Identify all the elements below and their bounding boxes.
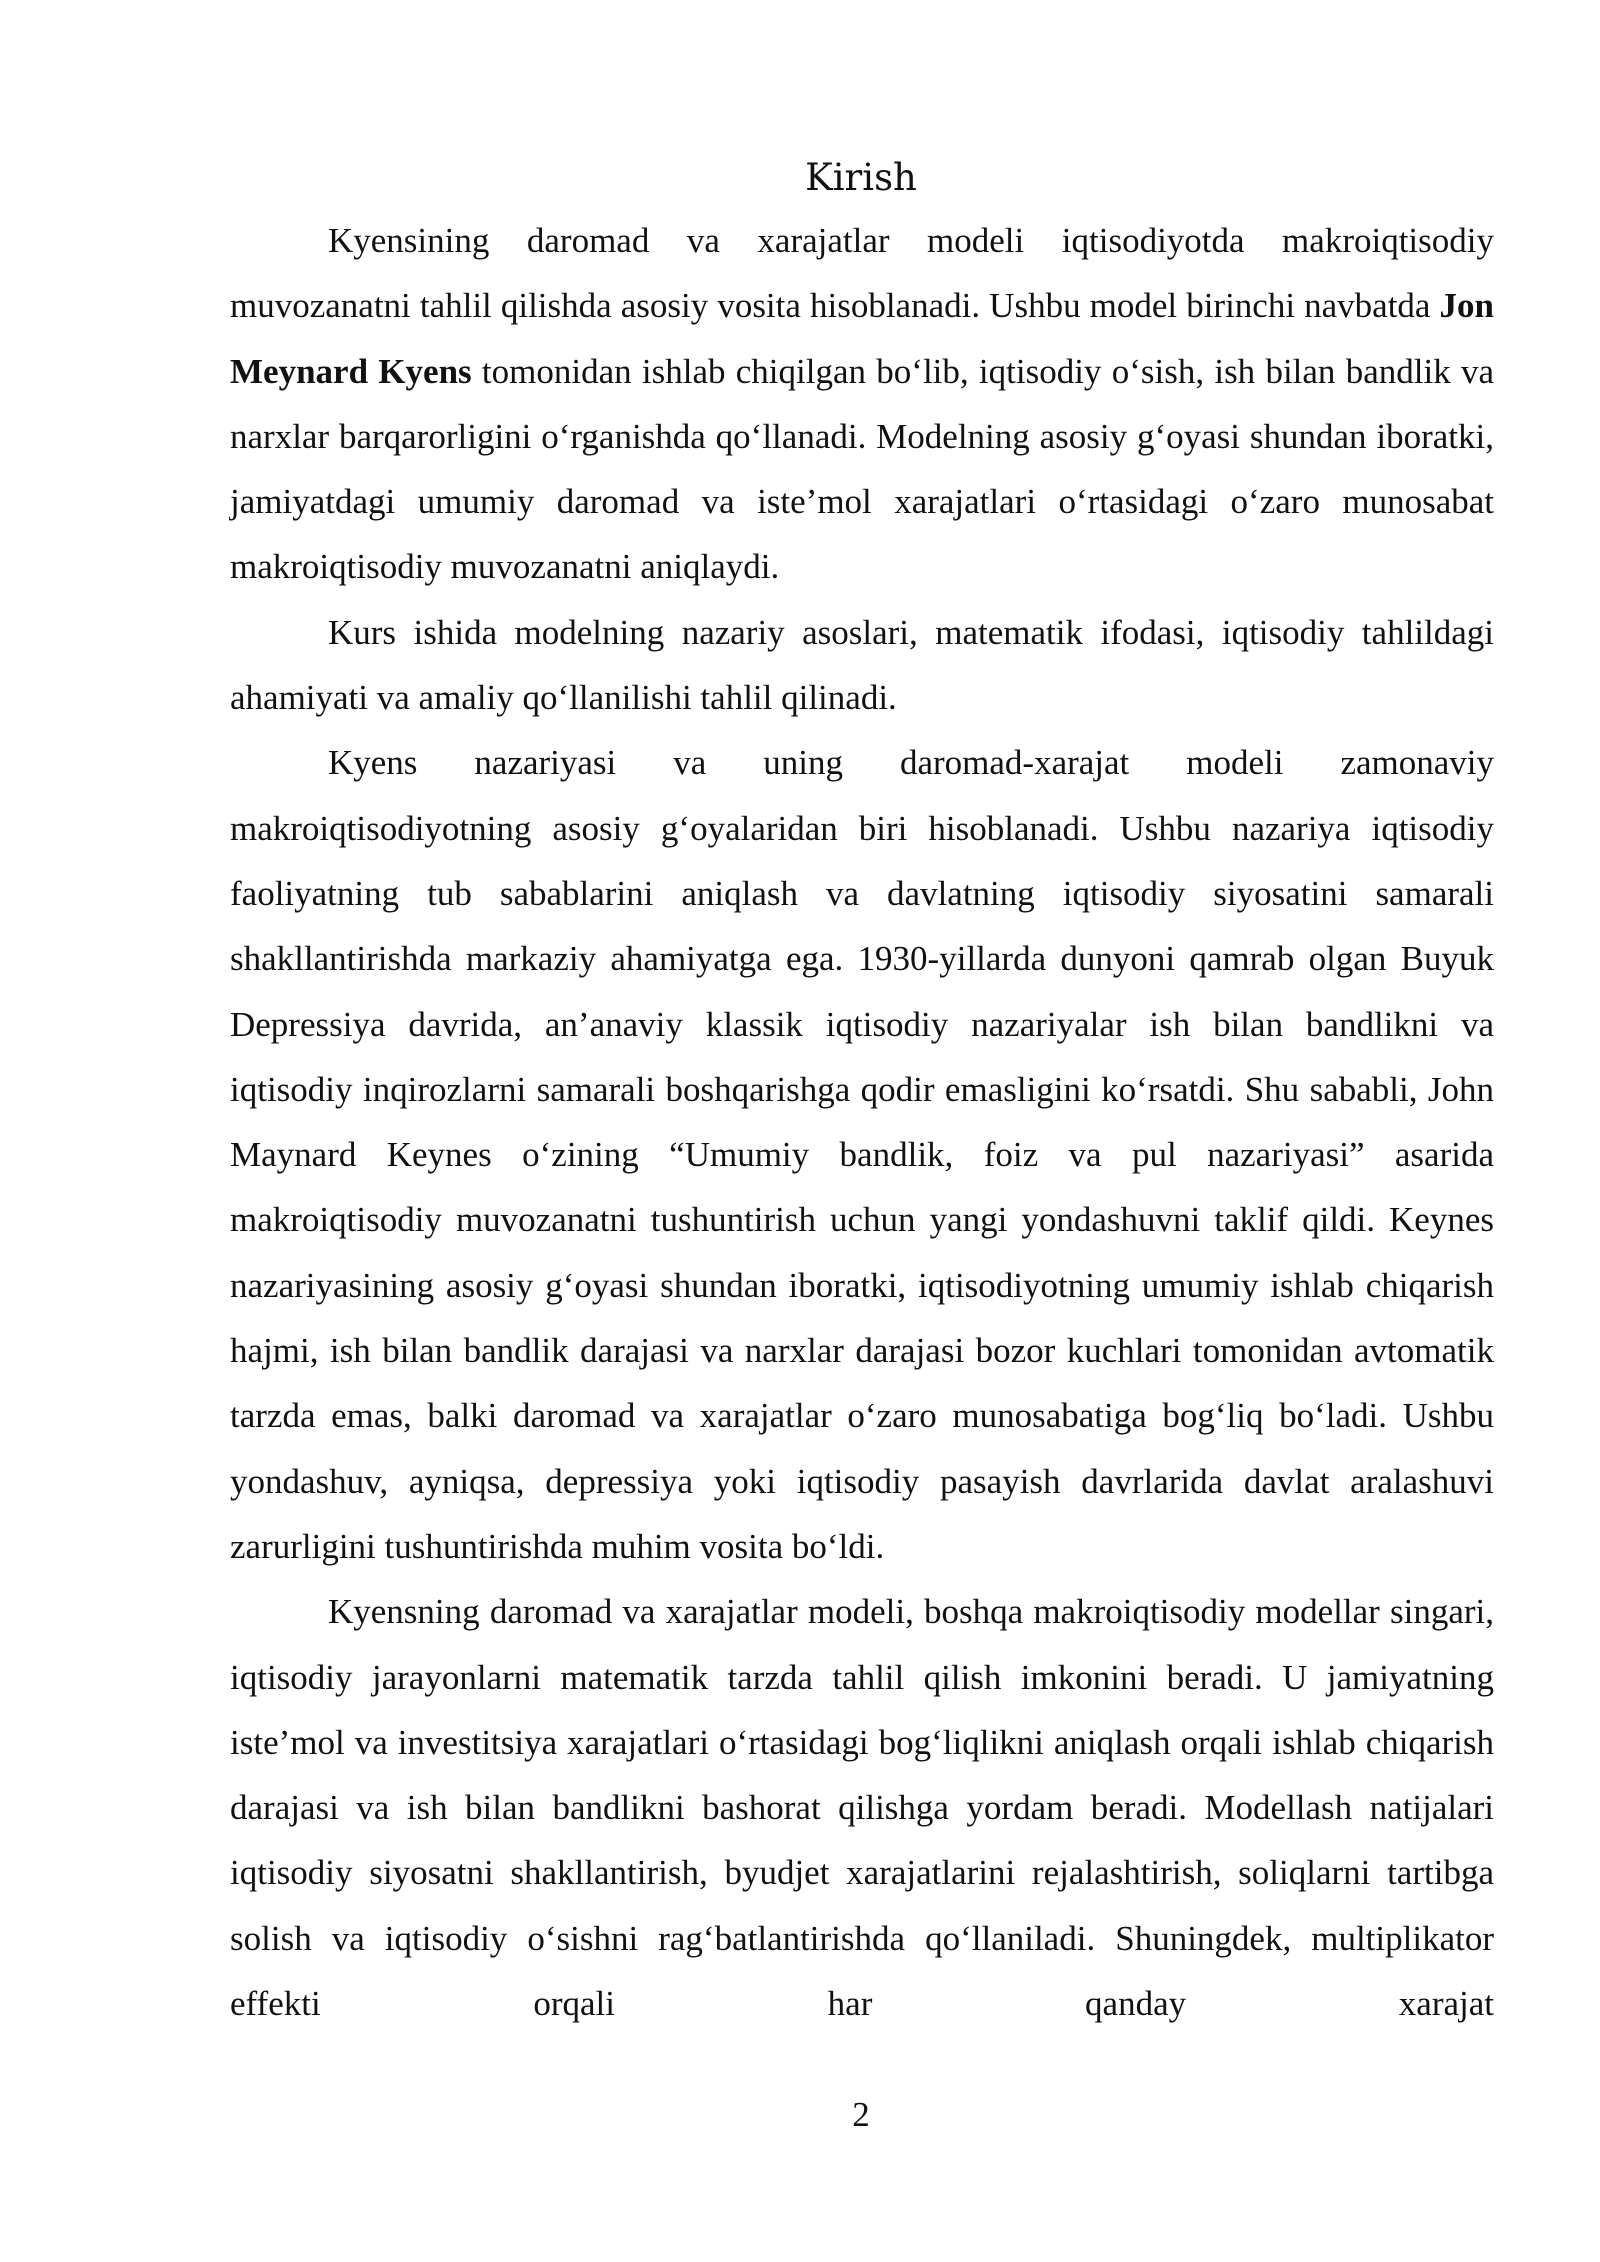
section-title: Kirish — [805, 156, 917, 199]
page-number: 2 — [852, 2095, 870, 2134]
paragraph-model-application: Kyensning daromad va xarajatlar modeli, boshqa makroiqtisodiy modellar singari, iqtisodiy jarayonlarni matematik tarzda tahlil qilish imkonini beradi. U jamiyatning iste’mol va investitsiya xarajatlari o‘rtasidagi bog‘liqlikni aniqlash orqali ishlab chiqarish darajasi va ish bilan bandlikni bashorat qilishga yordam beradi. Modellash natijalari iqtisodiy siyosatni shakllantirish, byudjet xarajatlarini rejalashtirish, soliqlarni tartibga solish va iqtisodiy o‘sishni rag‘batlantirishda qo‘llaniladi. Shuningdek, multiplikator effekti orqali har qanday xarajat — [230, 1592, 1494, 2024]
paragraph-course-scope: Kurs ishida modelning nazariy asoslari, matematik ifodasi, iqtisodiy tahlildagi ahamiyati va amaliy qo‘llanilishi tahlil qilinadi. — [230, 612, 1494, 718]
paragraph-intro-start: Kyensining daromad va xarajatlar modeli iqtisodiyotda makroiqtisodiy muvozanatni tahlil qilishda asosiy vosita hisoblanadi. Ushbu model birinchi navbatda — [230, 221, 1494, 326]
author-name-bold: Jon Meynard Kyens — [230, 286, 1494, 391]
paragraph-intro — [230, 208, 1494, 600]
paragraph-intro-end: tomonidan ishlab chiqilgan bo‘lib, iqtisodiy o‘sish, ish bilan bandlik va narxlar barqarorligini o‘rganishda qo‘llanadi. Modelning asosiy g‘oyasi shundan iboratki, jamiyatdagi umumiy daromad va iste’mol xarajatlari o‘rtasidagi o‘zaro munosabat makroiqtisodiy muvozanatni aniqlaydi. — [230, 351, 1494, 587]
body-text — [230, 208, 1494, 2036]
paragraph-keynes-theory: Kyens nazariyasi va uning daromad-xarajat modeli zamonaviy makroiqtisodiyotning asosiy g‘oyalaridan biri hisoblanadi. Ushbu nazariya iqtisodiy faoliyatning tub sabablarini aniqlash va davlatning iqtisodiy siyosatini samarali shakllantirishda markaziy ahamiyatga ega. 1930-yillarda dunyoni qamrab olgan Buyuk Depressiya davrida, an’anaviy klassik iqtisodiy nazariyalar ish bilan bandlikni va iqtisodiy inqirozlarni samarali boshqarishga qodir emasligini ko‘rsatdi. Shu sababli, John Maynard Keynes o‘zining “Umumiy bandlik, foiz va pul nazariyasi” asarida makroiqtisodiy muvozanatni tushuntirish uchun yangi yondashuvni taklif qildi. Keynes nazariyasining asosiy g‘oyasi shundan iboratki, iqtisodiyotning umumiy ishlab chiqarish hajmi, ish bilan bandlik darajasi va narxlar darajasi bozor kuchlari tomonidan avtomatik tarzda emas, balki daromad va xarajatlar o‘zaro munosabatiga bog‘liq bo‘ladi. Ushbu yondashuv, ayniqsa, depressiya yoki iqtisodiy pasayish davrlarida davlat aralashuvi zarurligini tushuntirishda muhim vosita bo‘ldi. — [230, 743, 1494, 1566]
